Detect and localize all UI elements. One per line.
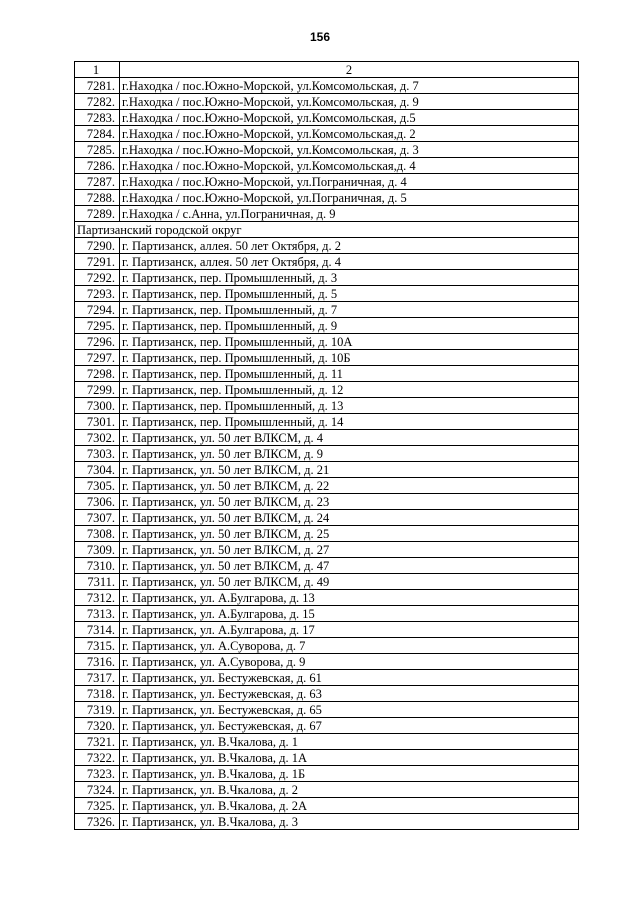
row-address: г. Партизанск, ул. В.Чкалова, д. 2 — [120, 782, 579, 798]
row-number: 7303. — [75, 446, 120, 462]
table-row — [75, 158, 579, 174]
row-number: 7301. — [75, 414, 120, 430]
row-address: г. Партизанск, ул. Бестужевская, д. 63 — [120, 686, 579, 702]
table-row — [75, 462, 579, 478]
table-row — [75, 558, 579, 574]
row-address: г. Партизанск, пер. Промышленный, д. 13 — [120, 398, 579, 414]
row-number: 7298. — [75, 366, 120, 382]
row-address: г. Партизанск, пер. Промышленный, д. 12 — [120, 382, 579, 398]
row-number: 7306. — [75, 494, 120, 510]
table-row — [75, 510, 579, 526]
table-row — [75, 238, 579, 254]
row-number: 7297. — [75, 350, 120, 366]
row-number: 7325. — [75, 798, 120, 814]
row-address: г. Партизанск, ул. А.Булгарова, д. 17 — [120, 622, 579, 638]
table-body — [75, 62, 579, 830]
row-number: 7296. — [75, 334, 120, 350]
row-address: г. Партизанск, ул. 50 лет ВЛКСМ, д. 24 — [120, 510, 579, 526]
row-number: 7300. — [75, 398, 120, 414]
row-address: г. Партизанск, ул. 50 лет ВЛКСМ, д. 23 — [120, 494, 579, 510]
table-row — [75, 478, 579, 494]
address-table — [74, 61, 579, 830]
row-address: г. Партизанск, ул. В.Чкалова, д. 1 — [120, 734, 579, 750]
row-address: г. Партизанск, пер. Промышленный, д. 11 — [120, 366, 579, 382]
table-row — [75, 302, 579, 318]
table-row — [75, 766, 579, 782]
row-address: г. Партизанск, пер. Промышленный, д. 5 — [120, 286, 579, 302]
row-number: 7290. — [75, 238, 120, 254]
table-row — [75, 430, 579, 446]
row-address: г.Находка / пос.Южно-Морской, ул.Комсомольская,д. 4 — [120, 158, 579, 174]
row-number: 7295. — [75, 318, 120, 334]
table-row — [75, 174, 579, 190]
row-address: г. Партизанск, пер. Промышленный, д. 9 — [120, 318, 579, 334]
row-number: 7293. — [75, 286, 120, 302]
row-address: г. Партизанск, ул. 50 лет ВЛКСМ, д. 25 — [120, 526, 579, 542]
table-row — [75, 382, 579, 398]
table-row — [75, 110, 579, 126]
row-address: г.Находка / пос.Южно-Морской, ул.Комсомольская, д. 7 — [120, 78, 579, 94]
table-row — [75, 670, 579, 686]
table-row — [75, 638, 579, 654]
row-address: г. Партизанск, ул. Бестужевская, д. 61 — [120, 670, 579, 686]
table-row — [75, 606, 579, 622]
row-number: 7326. — [75, 814, 120, 830]
table-row — [75, 254, 579, 270]
row-address: г. Партизанск, пер. Промышленный, д. 10А — [120, 334, 579, 350]
row-number: 7294. — [75, 302, 120, 318]
row-number: 7289. — [75, 206, 120, 222]
table-row — [75, 622, 579, 638]
row-address: г. Партизанск, ул. В.Чкалова, д. 3 — [120, 814, 579, 830]
table-row — [75, 654, 579, 670]
column-header-number: 1 — [75, 62, 120, 78]
row-number: 7287. — [75, 174, 120, 190]
row-number: 7281. — [75, 78, 120, 94]
table-row — [75, 206, 579, 222]
row-address: г. Партизанск, ул. А.Суворова, д. 9 — [120, 654, 579, 670]
row-address: г. Партизанск, пер. Промышленный, д. 14 — [120, 414, 579, 430]
row-address: г.Находка / с.Анна, ул.Пограничная, д. 9 — [120, 206, 579, 222]
row-address: г.Находка / пос.Южно-Морской, ул.Комсомольская, д. 9 — [120, 94, 579, 110]
row-address: г. Партизанск, ул. А.Булгарова, д. 13 — [120, 590, 579, 606]
column-header-address: 2 — [120, 62, 579, 78]
row-address: г. Партизанск, пер. Промышленный, д. 7 — [120, 302, 579, 318]
row-number: 7315. — [75, 638, 120, 654]
row-number: 7321. — [75, 734, 120, 750]
row-number: 7292. — [75, 270, 120, 286]
table-row — [75, 798, 579, 814]
table-row — [75, 126, 579, 142]
row-number: 7314. — [75, 622, 120, 638]
table-row — [75, 750, 579, 766]
row-address: г. Партизанск, ул. 50 лет ВЛКСМ, д. 9 — [120, 446, 579, 462]
row-address: г. Партизанск, ул. 50 лет ВЛКСМ, д. 27 — [120, 542, 579, 558]
table-row — [75, 686, 579, 702]
row-address: г. Партизанск, ул. В.Чкалова, д. 1Б — [120, 766, 579, 782]
row-address: г.Находка / пос.Южно-Морской, ул.Комсомольская,д. 2 — [120, 126, 579, 142]
table-row — [75, 542, 579, 558]
row-number: 7285. — [75, 142, 120, 158]
row-address: г. Партизанск, ул. В.Чкалова, д. 1А — [120, 750, 579, 766]
row-address: г. Партизанск, ул. 50 лет ВЛКСМ, д. 49 — [120, 574, 579, 590]
row-address: г. Партизанск, ул. 50 лет ВЛКСМ, д. 47 — [120, 558, 579, 574]
row-number: 7299. — [75, 382, 120, 398]
row-address: г. Партизанск, пер. Промышленный, д. 10Б — [120, 350, 579, 366]
row-address: г. Партизанск, аллея. 50 лет Октября, д. 4 — [120, 254, 579, 270]
row-number: 7324. — [75, 782, 120, 798]
table-row — [75, 270, 579, 286]
table-row — [75, 718, 579, 734]
row-number: 7312. — [75, 590, 120, 606]
table-row — [75, 398, 579, 414]
section-title: Партизанский городской округ — [75, 222, 579, 238]
row-number: 7304. — [75, 462, 120, 478]
row-number: 7320. — [75, 718, 120, 734]
table-row — [75, 78, 579, 94]
row-number: 7319. — [75, 702, 120, 718]
row-number: 7291. — [75, 254, 120, 270]
row-number: 7288. — [75, 190, 120, 206]
row-number: 7284. — [75, 126, 120, 142]
row-number: 7305. — [75, 478, 120, 494]
section-row — [75, 222, 579, 238]
row-number: 7283. — [75, 110, 120, 126]
page-number: 156 — [309, 30, 331, 44]
row-address: г. Партизанск, ул. Бестужевская, д. 65 — [120, 702, 579, 718]
row-number: 7282. — [75, 94, 120, 110]
row-number: 7309. — [75, 542, 120, 558]
row-number: 7322. — [75, 750, 120, 766]
row-number: 7316. — [75, 654, 120, 670]
row-address: г. Партизанск, ул. Бестужевская, д. 67 — [120, 718, 579, 734]
table-row — [75, 334, 579, 350]
table-row — [75, 286, 579, 302]
table-row — [75, 782, 579, 798]
row-number: 7307. — [75, 510, 120, 526]
row-address: г. Партизанск, ул. А.Булгарова, д. 15 — [120, 606, 579, 622]
row-number: 7286. — [75, 158, 120, 174]
row-number: 7313. — [75, 606, 120, 622]
table-header-row — [75, 62, 579, 78]
row-number: 7311. — [75, 574, 120, 590]
table-row — [75, 526, 579, 542]
row-address: г. Партизанск, пер. Промышленный, д. 3 — [120, 270, 579, 286]
row-number: 7317. — [75, 670, 120, 686]
table-row — [75, 366, 579, 382]
table-row — [75, 142, 579, 158]
table-row — [75, 574, 579, 590]
row-address: г. Партизанск, аллея. 50 лет Октября, д. 2 — [120, 238, 579, 254]
table-row — [75, 350, 579, 366]
row-address: г. Партизанск, ул. 50 лет ВЛКСМ, д. 21 — [120, 462, 579, 478]
table-row — [75, 590, 579, 606]
table-row — [75, 814, 579, 830]
row-address: г.Находка / пос.Южно-Морской, ул.Комсомольская, д. 3 — [120, 142, 579, 158]
table-row — [75, 734, 579, 750]
table-row — [75, 446, 579, 462]
table-row — [75, 414, 579, 430]
row-number: 7308. — [75, 526, 120, 542]
row-address: г.Находка / пос.Южно-Морской, ул.Пограничная, д. 5 — [120, 190, 579, 206]
row-number: 7323. — [75, 766, 120, 782]
table-row — [75, 494, 579, 510]
table-row — [75, 190, 579, 206]
table-row — [75, 702, 579, 718]
table-row — [75, 94, 579, 110]
row-number: 7302. — [75, 430, 120, 446]
row-address: г. Партизанск, ул. 50 лет ВЛКСМ, д. 4 — [120, 430, 579, 446]
row-address: г. Партизанск, ул. В.Чкалова, д. 2А — [120, 798, 579, 814]
row-address: г. Партизанск, ул. 50 лет ВЛКСМ, д. 22 — [120, 478, 579, 494]
row-address: г.Находка / пос.Южно-Морской, ул.Комсомольская, д.5 — [120, 110, 579, 126]
row-number: 7310. — [75, 558, 120, 574]
table-row — [75, 318, 579, 334]
row-address: г. Партизанск, ул. А.Суворова, д. 7 — [120, 638, 579, 654]
row-address: г.Находка / пос.Южно-Морской, ул.Пограничная, д. 4 — [120, 174, 579, 190]
row-number: 7318. — [75, 686, 120, 702]
